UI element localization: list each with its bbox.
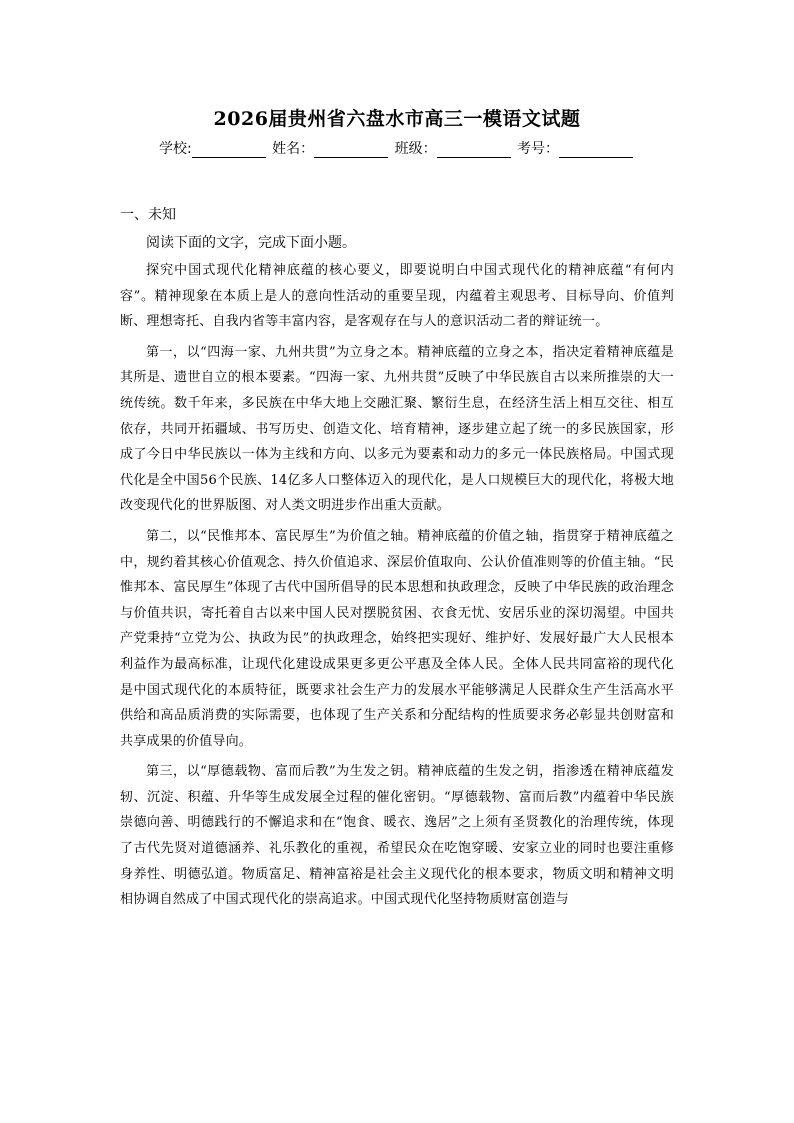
section-heading: 一、未知 [120,207,176,223]
exam-no-blank[interactable] [559,143,633,158]
class-blank[interactable] [437,143,511,158]
passage-paragraph-4: 第三，以“厚德载物、富而后教”为生发之钥。精神底蕴的生发之钥，指渗透在精神底蕴发轫、沉淀、积蕴、升华等生成发展全过程的催化密钥。“厚德载物、富而后教”内蕴着中华民族崇德向善、明德践行的不懈追求和在“饱食、暖衣、逸居”之上须有圣贤教化的治理传统，体现了古代先贤对道德涵养、礼乐教化的重视，希望民众在吃饱穿暖、安家立业的同时也要注重修身养性、明德弘道。物质富足、精神富裕是社会主义现代化的根本要求，物质文明和精神文明相协调自然成了中国式现代化的崇高追求。中国式现代化坚持物质财富创造与 [120,764,674,908]
school-label: 学校: [158,141,192,157]
student-info-line [0,138,794,158]
document-title: 2026届贵州省六盘水市高三一模语文试题 [213,108,581,130]
reading-passage [120,258,674,918]
class-label: 班级： [394,141,437,157]
reading-instruction: 阅读下面的文字，完成下面小题。 [146,235,356,251]
name-label: 姓名： [272,141,315,157]
exam-no-label: 考号： [517,141,560,157]
passage-paragraph-1: 探究中国式现代化精神底蕴的核心要义，即要说明白中国式现代化的精神底蕴“有何内容”。精神现象在本质上是人的意向性活动的重要呈现，内蕴着主观思考、目标导向、价值判断、理想寄托、自我内省等丰富内容，是客观存在与人的意识活动二者的辩证统一。 [120,263,674,330]
passage-paragraph-2: 第一，以“四海一家、九州共贯”为立身之本。精神底蕴的立身之本，指决定着精神底蕴是其所是、遗世自立的根本要素。“四海一家、九州共贯”反映了中华民族自古以来所推崇的大一统传统。数千年来，多民族在中华大地上交融汇聚、繁衍生息，在经济生活上相互交往、相互依存，共同开拓疆域、书写历史、创造文化、培育精神，逐步建立起了统一的多民族国家，形成了今日中华民族以一体为主线和方向、以多元为要素和动力的多元一体民族格局。中国式现代化是全中国56个民族、14亿多人口整体迈入的现代化，是人口规模巨大的现代化，将极大地改变现代化的世界版图、对人类文明进步作出重大贡献。 [120,344,674,514]
school-blank[interactable] [192,143,266,158]
passage-paragraph-3: 第二，以“民惟邦本、富民厚生”为价值之轴。精神底蕴的价值之轴，指贯穿于精神底蕴之中，规约着其核心价值观念、持久价值追求、深层价值取向、公认价值准则等的价值主轴。“民惟邦本、富民厚生”体现了古代中国所倡导的民本思想和执政理念，反映了中华民族的政治理念与价值共识，寄托着自古以来中国人民对摆脱贫困、衣食无忧、安居乐业的深切渴望。中国共产党秉持“立党为公、执政为民”的执政理念，始终把实现好、维护好、发展好最广大人民根本利益作为最高标准，让现代化建设成果更多更公平惠及全体人民。全体人民共同富裕的现代化是中国式现代化的本质特征，既要求社会生产力的发展水平能够满足人民群众生产生活高水平供给和高品质消费的实际需要，也体现了生产关系和分配结构的性质要求务必彰显共创财富和共享成果的价值导向。 [120,528,674,749]
name-blank[interactable] [314,143,388,158]
